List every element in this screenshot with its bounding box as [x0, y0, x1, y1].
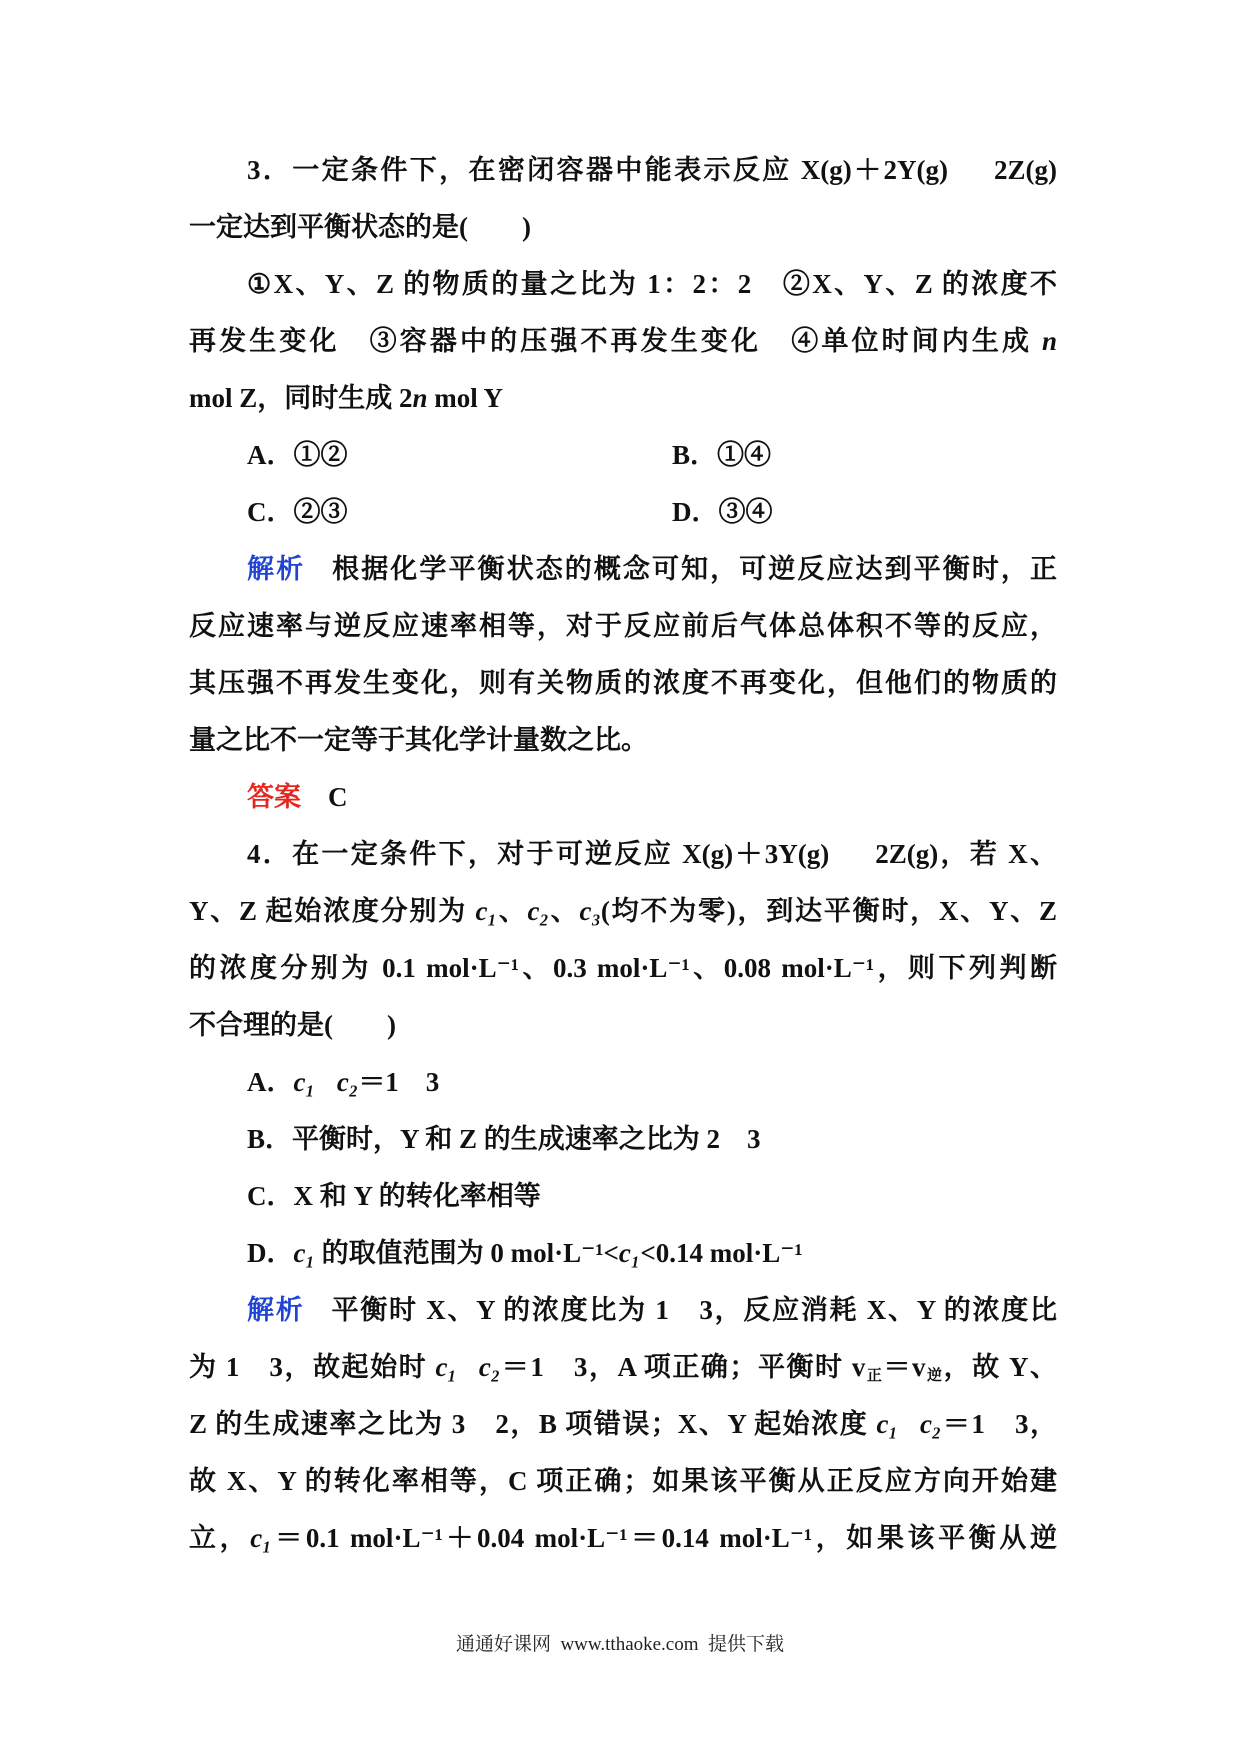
q3-option-c: C．②③	[247, 497, 348, 527]
q4-analysis-text: ，故 Y、	[943, 1352, 1057, 1382]
option-text: C．X 和 Y 的转化率相等	[247, 1181, 541, 1211]
q4-analysis-text: 为 1 3，故起始时	[189, 1352, 436, 1382]
variable-c3: c₃	[579, 896, 601, 926]
option-text: ＝1 3	[358, 1067, 440, 1097]
q3-conditions-text: 再发生变化 ③容器中的压强不再发生变化 ④单位时间内生成	[189, 326, 1042, 356]
option-text: <0.14 mol·L⁻¹	[640, 1238, 803, 1268]
q4-analysis-line-2	[189, 1339, 1057, 1396]
option-text: 的取值范围为 0 mol·L⁻¹<	[314, 1238, 619, 1268]
q3-conditions-text: mol Z，同时生成 2	[189, 383, 413, 413]
q3-analysis-text: 根据化学平衡状态的概念可知，可逆反应达到平衡时，正	[332, 554, 1057, 584]
variable-c1: c₁	[293, 1067, 315, 1097]
variable-n: n	[412, 383, 428, 413]
q3-analysis-line-4	[189, 712, 1057, 769]
analysis-label: 解析	[247, 554, 306, 584]
variable-n: n	[1041, 326, 1057, 356]
q3-analysis-text: 其压强不再发生变化，则有关物质的浓度不再变化，但他们的物质的	[189, 668, 1057, 698]
q4-analysis-text: 平衡时 X、Y 的浓度比为 1 3，反应消耗 X、Y 的浓度比	[331, 1295, 1057, 1325]
q3-stem-reactants: 3．一定条件下，在密闭容器中能表示反应 X(g)＋2Y(g)	[247, 155, 948, 185]
q3-conditions-line-1	[189, 256, 1057, 313]
q4-stem-text: Y、Z 起始浓度分别为	[189, 896, 476, 926]
q3-option-d: D．③④	[672, 497, 773, 527]
variable-c1: c₁	[250, 1523, 272, 1553]
page-body	[189, 142, 1057, 1567]
q4-stem-reactants: 4．在一定条件下，对于可逆反应 X(g)＋3Y(g)	[247, 839, 830, 869]
ratio-sign-space	[315, 1090, 337, 1091]
q3-conditions-text: mol Y	[427, 383, 504, 413]
subscript-forward: 正	[865, 1368, 884, 1384]
q4-analysis-text: Z 的生成速率之比为 3 2，B 项错误；X、Y 起始浓度	[189, 1409, 877, 1439]
q3-conditions-line-3	[189, 370, 1057, 427]
q4-option-a	[189, 1054, 1057, 1111]
q3-analysis-text: 量之比不一定等于其化学计量数之比。	[189, 725, 648, 755]
q3-conditions-line-2	[189, 313, 1057, 370]
q3-analysis-line-3	[189, 655, 1057, 712]
q4-analysis-text: ＝1 3，A 项正确；平衡时 v	[500, 1352, 866, 1382]
variable-c2: c₂	[919, 1409, 942, 1439]
ratio-sign-space	[898, 1432, 920, 1433]
variable-c1: c₁	[293, 1238, 315, 1268]
page-footer: 通通好课网 www.tthaoke.com 提供下载	[455, 1634, 785, 1655]
q4-analysis-text: ＝0.1 mol·L⁻¹＋0.04 mol·L⁻¹＝0.14 mol·L⁻¹，如果该平衡从逆	[271, 1523, 1057, 1553]
reaction-arrow-space	[829, 862, 875, 863]
q4-analysis-text: 故 X、Y 的转化率相等，C 项正确；如果该平衡从正反应方向开始建	[189, 1466, 1057, 1496]
separator: 、	[496, 896, 528, 926]
q3-options-row-1	[189, 427, 1057, 484]
q4-analysis-line-1	[189, 1282, 1057, 1339]
q4-analysis-text: ＝1 3，	[941, 1409, 1057, 1439]
q3-stem-product: 2Z(g)	[994, 155, 1057, 185]
q4-stem-line-3	[189, 940, 1057, 997]
q3-analysis-line-2	[189, 598, 1057, 655]
variable-c1: c₁	[618, 1238, 641, 1268]
variable-c2: c₂	[527, 896, 549, 926]
variable-c2: c₂	[336, 1067, 359, 1097]
option-text: B．平衡时，Y 和 Z 的生成速率之比为 2 3	[247, 1124, 761, 1154]
q4-stem-line-4	[189, 997, 1057, 1054]
q4-stem-product: 2Z(g)，若 X、	[875, 839, 1057, 869]
q4-analysis-text: 立，	[189, 1523, 251, 1553]
q4-stem-line-2	[189, 883, 1057, 940]
variable-c1: c₁	[876, 1409, 898, 1439]
option-label: A．	[247, 1067, 294, 1097]
q4-analysis-line-3	[189, 1396, 1057, 1453]
q4-option-c	[189, 1168, 1057, 1225]
q4-option-d	[189, 1225, 1057, 1282]
reaction-arrow-space	[948, 178, 994, 179]
answer-label: 答案	[247, 782, 301, 812]
q3-answer-line	[189, 769, 1057, 826]
q4-stem-text: 的浓度分别为 0.1 mol·L⁻¹、0.3 mol·L⁻¹、0.08 mol·L⁻¹，则下列判断	[189, 953, 1057, 983]
variable-c2: c₂	[478, 1352, 501, 1382]
q3-stem-line-2	[189, 199, 1057, 256]
q3-analysis-text: 反应速率与逆反应速率相等，对于反应前后气体总体积不等的反应，	[189, 611, 1057, 641]
q3-answer-value: C	[328, 782, 348, 812]
option-label: D．	[247, 1238, 294, 1268]
q4-stem-question: 不合理的是( )	[189, 1010, 396, 1040]
q3-analysis-line-1	[189, 541, 1057, 598]
variable-c1: c₁	[435, 1352, 457, 1382]
analysis-label: 解析	[247, 1295, 305, 1325]
q3-option-b: B．①④	[672, 440, 772, 470]
q4-stem-line-1	[189, 826, 1057, 883]
ratio-sign-space	[457, 1375, 479, 1376]
q4-analysis-line-5	[189, 1510, 1057, 1567]
q4-stem-text: (均不为零)，到达平衡时，X、Y、Z	[600, 896, 1057, 926]
q3-stem-question: 一定达到平衡状态的是( )	[189, 212, 531, 242]
q3-option-a: A．①②	[247, 440, 348, 470]
q4-option-b	[189, 1111, 1057, 1168]
separator: 、	[548, 896, 580, 926]
q3-conditions-text: ①X、Y、Z 的物质的量之比为 1：2：2 ②X、Y、Z 的浓度不	[247, 269, 1057, 299]
q3-options-row-2	[189, 484, 1057, 541]
q3-stem-line-1	[189, 142, 1057, 199]
variable-c1: c₁	[475, 896, 497, 926]
subscript-reverse: 逆	[925, 1368, 944, 1384]
q4-analysis-line-4	[189, 1453, 1057, 1510]
q4-analysis-text: ＝v	[883, 1352, 926, 1382]
